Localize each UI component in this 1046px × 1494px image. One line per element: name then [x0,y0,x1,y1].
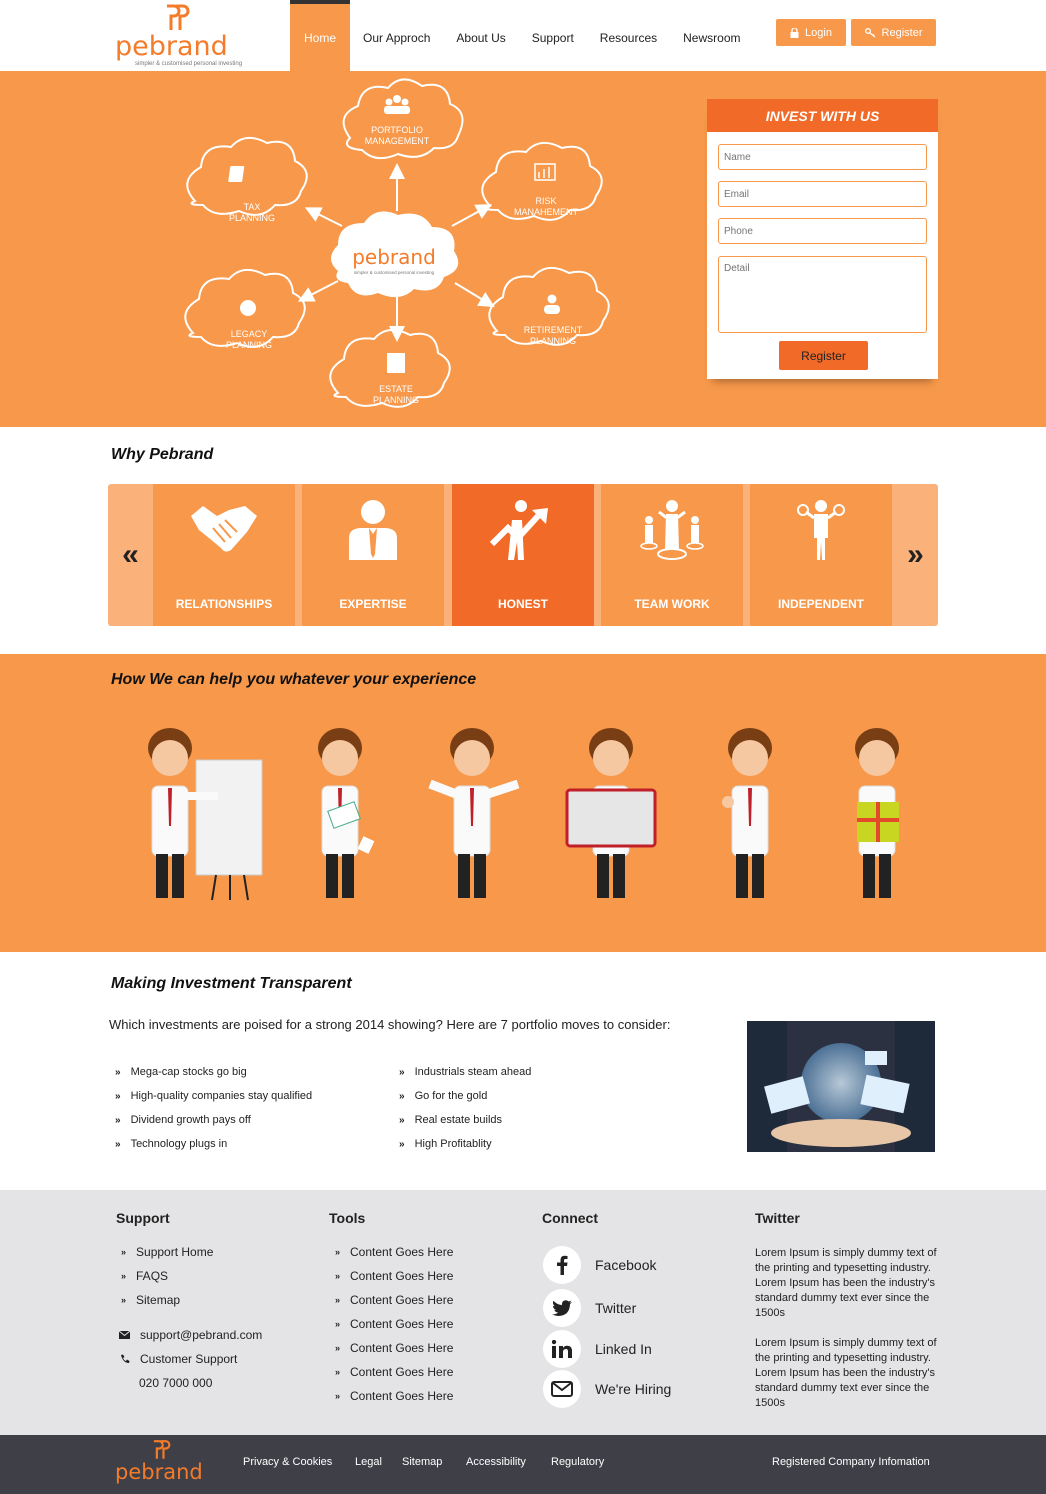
footer-link-support-home[interactable]: » Support Home [121,1245,214,1259]
nav-our-approach[interactable]: Our Approch [363,30,431,45]
footer-support-email[interactable]: support@pebrand.com [119,1328,262,1342]
double-chevron-icon: » [115,1114,121,1126]
services-diagram [180,76,620,428]
login-label: Login [805,26,832,39]
tweet-text: Lorem Ipsum is simply dummy text of the printing and typesetting industry. Lorem Ipsum has been the industry's standard dummy text ever since the 1500s [755,1247,937,1319]
nav-resources[interactable]: Resources [599,30,658,45]
social-twitter-link[interactable]: Twitter [543,1289,636,1327]
diagram-center-tagline: simpler & customised personal investing [353,270,435,275]
list-item: » Technology plugs in [115,1138,228,1150]
character-shrugging-illustration [420,726,530,904]
portfolio-people-icon [384,95,410,114]
name-field[interactable] [718,144,927,170]
footer-connect-title: Connect [542,1210,598,1226]
nav-about-us[interactable]: About Us [456,30,506,45]
key-icon [865,28,876,38]
social-hiring-link[interactable]: We're Hiring [543,1370,671,1408]
double-chevron-icon: » [399,1090,405,1102]
double-chevron-icon: » [335,1343,341,1353]
footer-tools-link[interactable]: » Content Goes Here [335,1245,454,1259]
list-item: » High Profitablity [399,1138,492,1150]
footer-tools-link[interactable]: » Content Goes Here [335,1269,454,1283]
cloud-label-retirement-1: RETIREMENT [523,325,583,335]
why-carousel [108,484,938,626]
email-field[interactable] [718,181,927,207]
footer-twitter-title: Twitter [755,1210,800,1226]
cloud-label-risk-2: MANAHEMENT [513,207,579,217]
mail-icon [543,1370,581,1408]
footer-link-legal[interactable]: Legal [355,1456,382,1468]
double-chevron-icon: » [115,1138,121,1150]
tweet-text: Lorem Ipsum is simply dummy text of the printing and typesetting industry. Lorem Ipsum has been the industry's standard dummy text ever since the 1500s [755,1337,937,1409]
footer-tools-link[interactable]: » Content Goes Here [335,1341,454,1355]
double-chevron-icon: » [335,1247,341,1257]
cloud-label-portfolio-1: PORTFOLIO [371,125,423,135]
footer [0,1190,1046,1435]
why-card-label: HONEST [497,597,548,611]
transparent-title: Making Investment Transparent [111,975,352,992]
invest-register-button[interactable]: Register [779,341,868,370]
footer-tools-title: Tools [329,1210,366,1226]
logo-mark-icon [163,2,193,34]
why-card-label: EXPERTISE [339,597,407,611]
list-item: » Go for the gold [399,1090,488,1102]
footer-tools-link[interactable]: » Content Goes Here [335,1365,454,1379]
cloud-label-legacy-2: PLANNING [225,340,273,350]
businessman-icon [338,498,408,562]
why-card-relationships[interactable] [153,484,295,626]
double-chevron-icon: » [115,1066,121,1078]
double-chevron-icon: » [399,1138,405,1150]
logo-wordmark: pebrand [115,31,228,62]
footer-link-faqs[interactable]: » FAQS [121,1269,169,1283]
nav-home[interactable]: Home [290,0,350,71]
growth-arrow-icon [488,498,558,562]
list-item: » Real estate builds [399,1114,503,1126]
footer-support-phone[interactable]: 020 7000 000 [139,1376,213,1390]
footer-link-privacy[interactable]: Privacy & Cookies [243,1456,333,1468]
register-button[interactable] [851,19,936,46]
footer-customer-support: Customer Support [120,1352,237,1366]
footer-link-accessibility[interactable]: Accessibility [466,1456,526,1468]
double-chevron-icon: » [121,1271,127,1281]
estate-building-icon [387,353,405,373]
footer-logo[interactable] [115,1438,225,1492]
how-section [0,654,1046,952]
login-button[interactable] [776,19,846,46]
logo-tagline: simpler & customised personal investing [135,61,243,67]
double-chevron-icon: » [335,1391,341,1401]
double-chevron-icon: » [399,1114,405,1126]
invest-form [707,99,938,379]
logo[interactable] [115,2,245,70]
carousel-prev-button[interactable]: « [122,538,139,571]
footer-tools-link[interactable]: » Content Goes Here [335,1293,454,1307]
why-card-honest[interactable] [452,484,594,626]
how-title: How We can help you whatever your experience [111,671,477,688]
double-chevron-icon: » [335,1295,341,1305]
social-linkedin-link[interactable]: Linked In [543,1330,652,1368]
cloud-label-tax-1: TAX [243,202,261,212]
list-item: » Industrials steam ahead [399,1066,532,1078]
handshake-icon [189,498,259,558]
list-item: » Mega-cap stocks go big [115,1066,247,1078]
list-item: » High-quality companies stay qualified [115,1090,313,1102]
legacy-globe-icon [240,300,256,316]
cloud-label-legacy-1: LEGACY [230,329,268,339]
social-facebook-link[interactable]: Facebook [543,1246,656,1284]
logo-mark-icon [151,1438,173,1462]
diagram-center-logo: pebrand [352,245,436,269]
why-card-independent[interactable] [750,484,892,626]
double-chevron-icon: » [121,1247,127,1257]
facebook-icon [543,1246,581,1284]
cloud-label-estate-2: PLANNING [372,395,420,405]
lock-icon [790,28,799,38]
nav-newsroom[interactable]: Newsroom [683,30,741,45]
footer-link-sitemap[interactable]: » Sitemap [121,1293,181,1307]
carousel-next-button[interactable]: » [907,538,924,571]
double-chevron-icon: » [399,1066,405,1078]
double-chevron-icon: » [335,1367,341,1377]
tax-document-icon [228,166,244,182]
character-writing-illustration [310,726,390,904]
character-holding-sign-illustration [563,726,663,904]
why-card-label: INDEPENDENT [777,597,864,611]
tech-hands-photo [747,1021,935,1152]
why-card-label: RELATIONSHIPS [175,597,273,611]
bottom-bar [0,1435,1046,1494]
twitter-bird-icon [543,1289,581,1327]
envelope-icon [119,1331,130,1339]
why-card-label: TEAM WORK [634,597,710,611]
cloud-label-retirement-2: PLANNING [529,336,577,346]
footer-link-sitemap-bottom[interactable]: Sitemap [402,1456,443,1468]
double-chevron-icon: » [335,1319,341,1329]
character-thumbs-up-illustration [718,726,788,904]
main-nav [290,0,754,71]
character-holding-gift-illustration [845,726,915,904]
linkedin-icon [543,1330,581,1368]
why-card-expertise[interactable] [302,484,444,626]
cloud-label-risk-1: RISK [535,196,557,206]
footer-link-company-info[interactable]: Registered Company Infomation [772,1456,930,1468]
character-presenting-illustration [138,726,268,904]
footer-tools-link[interactable]: » Content Goes Here [335,1317,454,1331]
footer-support-title: Support [116,1210,170,1226]
nav-support[interactable]: Support [531,30,574,45]
footer-link-regulatory[interactable]: Regulatory [551,1456,605,1468]
double-chevron-icon: » [121,1295,127,1305]
footer-logo-wordmark: pebrand [115,1460,203,1484]
transparent-intro: Which investments are poised for a strong 2014 showing? Here are 7 portfolio moves to consider: [109,1017,671,1032]
footer-tools-link[interactable]: » Content Goes Here [335,1389,454,1403]
invest-form-title: INVEST WITH US [707,99,938,132]
double-chevron-icon: » [335,1271,341,1281]
risk-chart-icon [535,164,555,180]
cloud-portfolio [344,79,463,158]
independent-person-icon [786,498,856,562]
phone-field[interactable] [718,218,927,244]
cloud-label-tax-2: PLANNING [228,213,276,223]
cloud-label-portfolio-2: MANAGEMENT [364,136,430,146]
double-chevron-icon: » [115,1090,121,1102]
why-title: Why Pebrand [111,446,214,463]
site-header [0,0,1046,71]
phone-icon [120,1354,130,1364]
why-card-team-work[interactable] [601,484,743,626]
list-item: » Dividend growth pays off [115,1114,251,1126]
register-label: Register [881,26,923,39]
detail-field[interactable] [718,256,927,333]
retirement-person-icon [544,295,560,315]
hero-section [0,71,1046,427]
cloud-label-estate-1: ESTATE [379,384,413,394]
team-icon [637,498,707,562]
